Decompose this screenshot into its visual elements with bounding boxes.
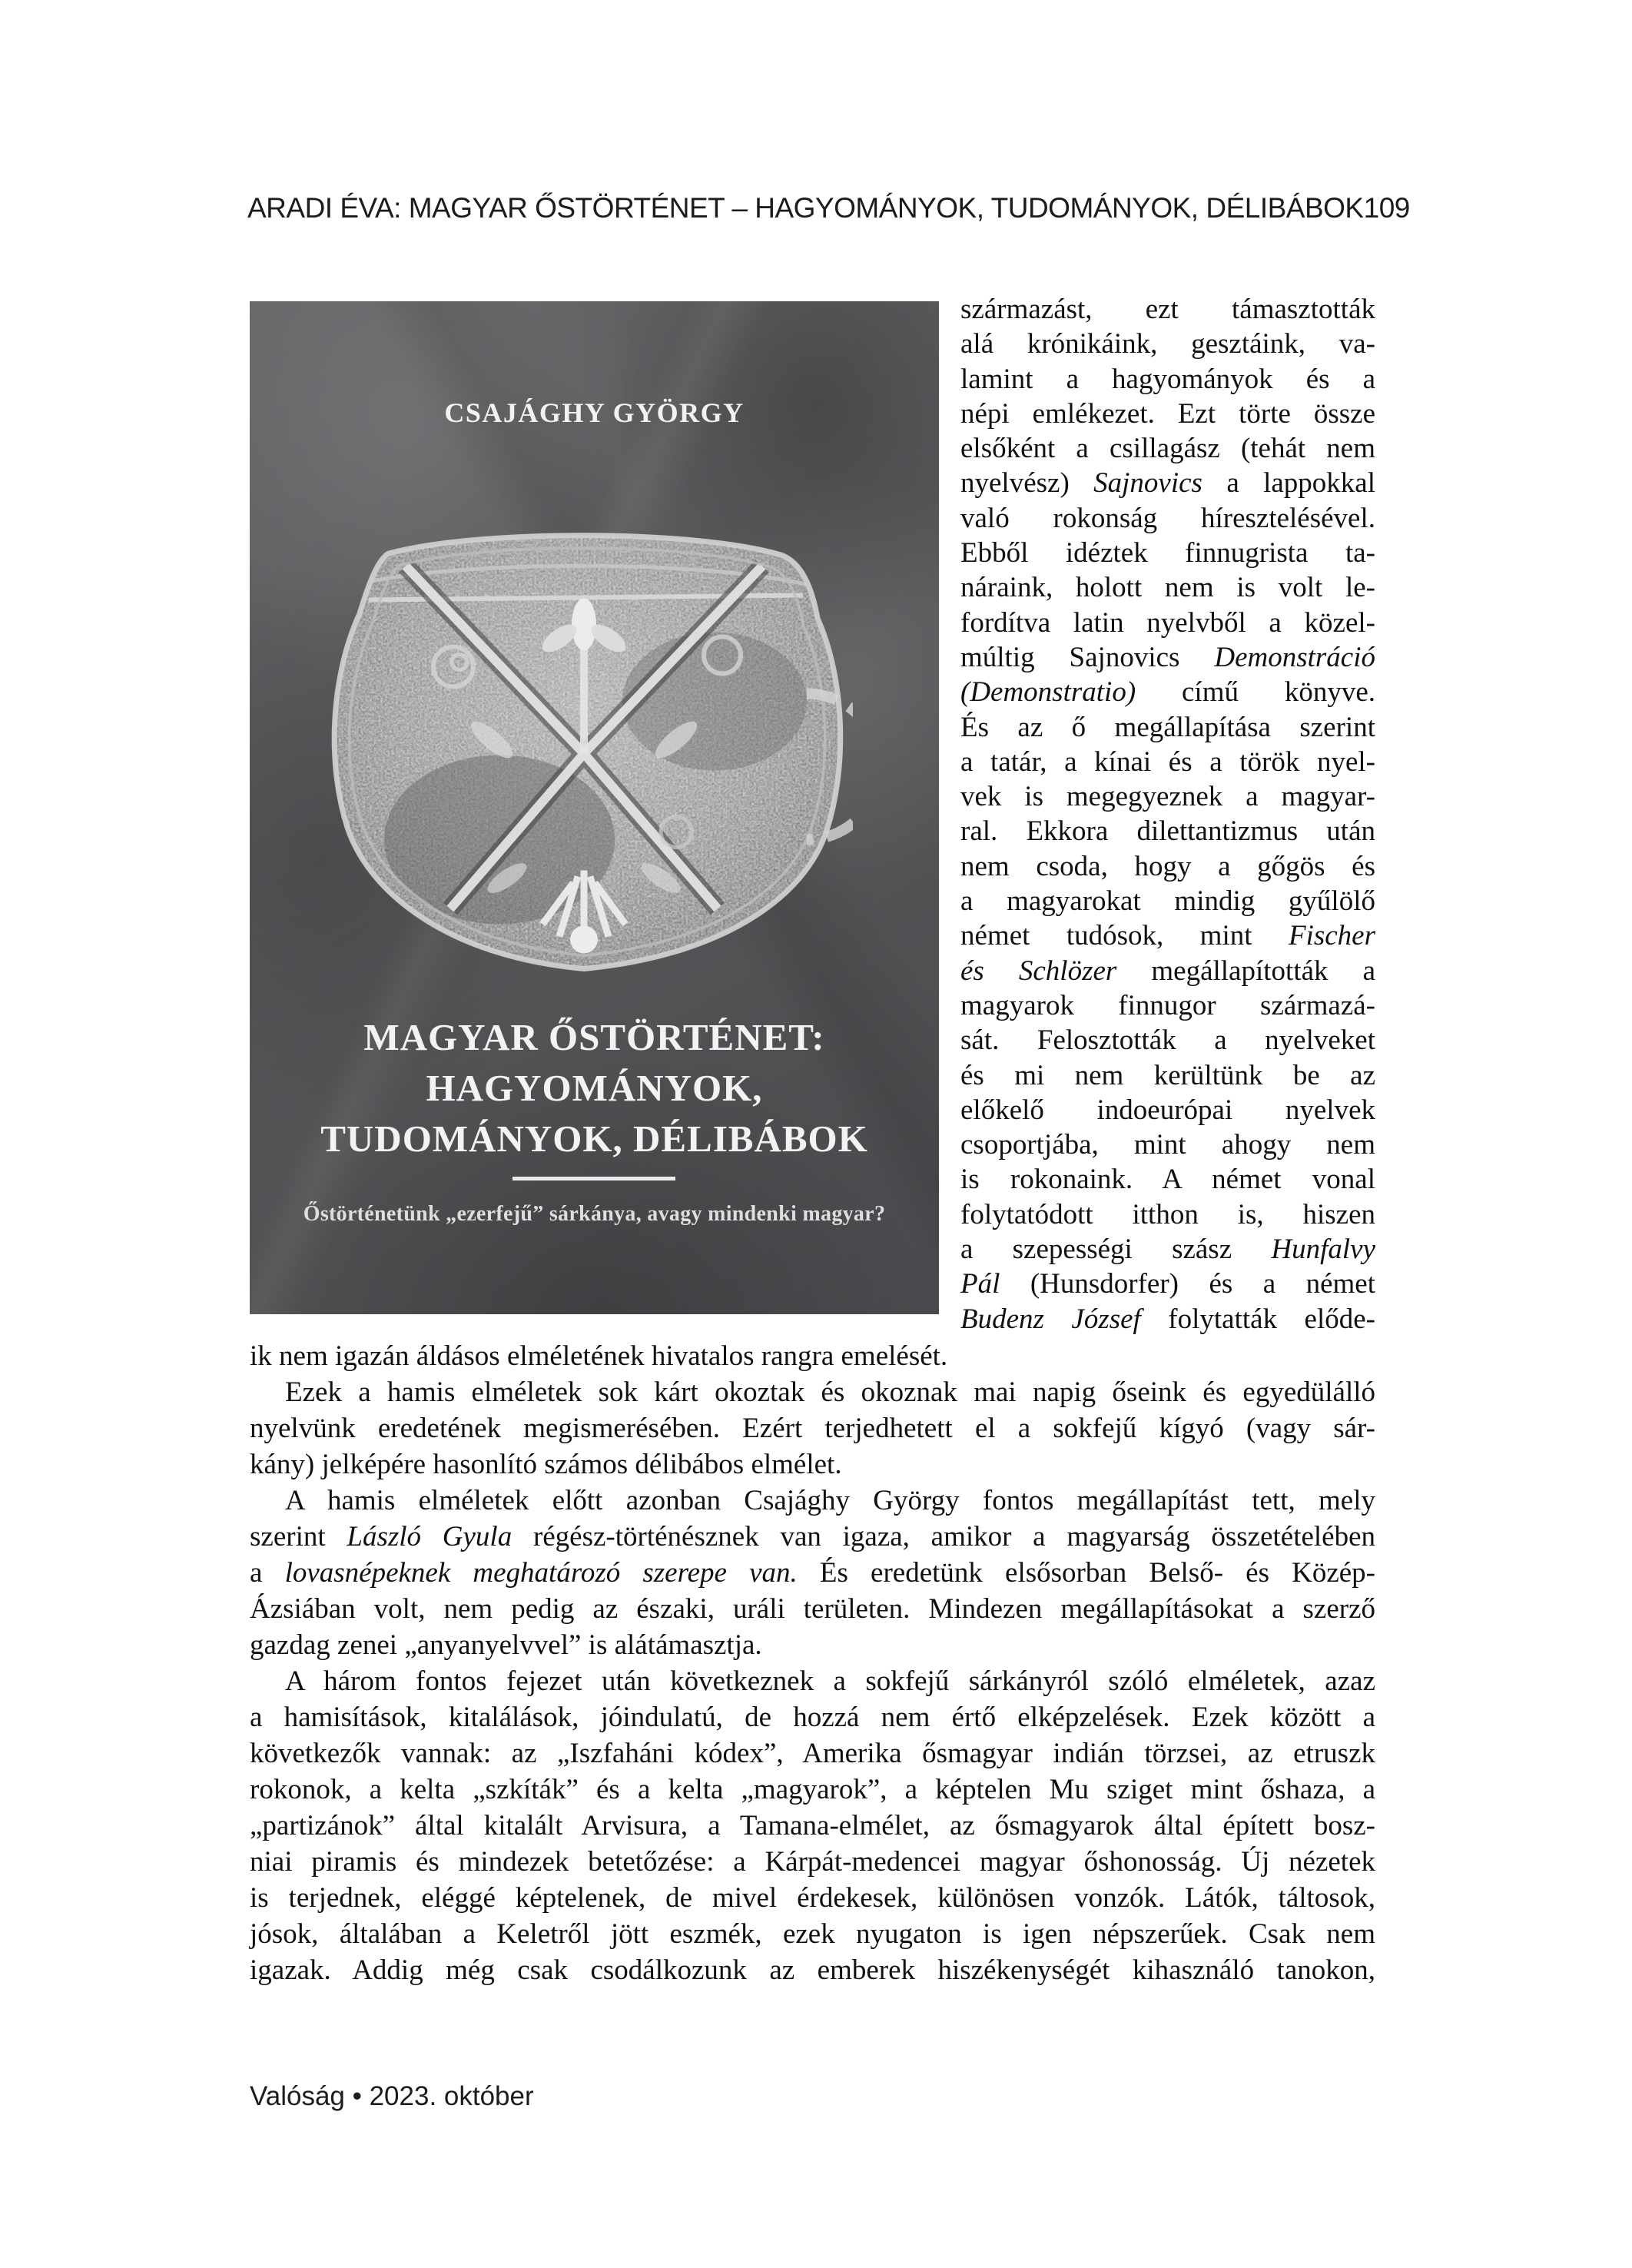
text-line: igazak. Addig még csak csodálkozunk az emberek hiszékenységét kihasználó tanokon, [250, 1954, 1375, 1986]
text-line: csoportjába, mint ahogy nem [960, 1129, 1375, 1161]
text-line: alá krónikáink, gesztáink, va- [960, 328, 1375, 360]
text-line: nem csoda, hogy a gőgös és [960, 850, 1375, 882]
text-line: és Schlözer megállapították a [960, 955, 1375, 987]
text-line: népi emlékezet. Ezt törte össze [960, 397, 1375, 430]
text-line: nyelvész) Sajnovics a lappokkal [960, 467, 1375, 500]
journal-footer: Valóság • 2023. október [250, 2081, 534, 2111]
review-body [250, 1338, 1375, 1988]
text-line: És az ő megállapítása szerint [960, 711, 1375, 743]
text-line: kány) jelképére hasonlító számos délibábos elmélet. [250, 1449, 842, 1480]
text-line: gazdag zenei „anyanyelvvel” is alátámasztja. [250, 1629, 762, 1661]
text-line: a hamisítások, kitalálások, jóindulatú, de hozzá nem értő elképzelések. Ezek között a [250, 1702, 1375, 1733]
text-line: niai piramis és mindezek betetőzése: a Kárpát-medencei magyar őshonosság. Új nézetek [250, 1846, 1375, 1878]
text-line: Ezek a hamis elméletek sok kárt okoztak és okoznak mai napig őseink és egyedülálló [285, 1376, 1375, 1408]
text-line: előkelő indoeurópai nyelvek [960, 1094, 1375, 1126]
cover-author: CSAJÁGHY GYÖRGY [444, 397, 745, 428]
text-line: ral. Ekkora dilettantizmus után [960, 815, 1375, 848]
cover-divider-rule [512, 1177, 675, 1180]
review-column [960, 292, 1375, 1337]
text-line: is rokonaink. A német vonal [960, 1164, 1375, 1196]
text-line: múltig Sajnovics Demonstráció [960, 641, 1375, 673]
cover-title-line: TUDOMÁNYOK, DÉLIBÁBOK [320, 1117, 868, 1160]
book-cover [250, 301, 939, 1314]
text-line: elsőként a csillagász (tehát nem [960, 433, 1375, 465]
text-line: a lovasnépeknek meghatározó szerepe van. És eredetünk elsősorban Belső- és Közép- [250, 1557, 1375, 1589]
text-line: és mi nem kerültünk be az [960, 1059, 1375, 1091]
text-line: Ebből idéztek finnugrista ta- [960, 537, 1375, 569]
text-line: a szepességi szász Hunfalvy [960, 1234, 1375, 1266]
text-line: „partizánok” által kitalált Arvisura, a Tamana-elmélet, az ősmagyarok által épített bosz- [250, 1810, 1375, 1841]
text-line: következők vannak: az „Iszfaháni kódex”, Amerika ősmagyar indián törzsei, az etruszk [250, 1738, 1375, 1769]
text-line: a tatár, a kínai és a török nyel- [960, 745, 1375, 778]
text-line: Pál (Hunsdorfer) és a német [960, 1268, 1375, 1300]
text-line: a magyarokat mindig gyűlölő [960, 885, 1375, 918]
text-line: jósok, általában a Keletről jött eszmék, ezek nyugaton is igen népszerűek. Csak nem [250, 1918, 1375, 1950]
running-header-text: ARADI ÉVA: MAGYAR ŐSTÖRTÉNET – HAGYOMÁNYOK, TUDOMÁNYOK, DÉLIBÁBOK [247, 192, 1364, 224]
running-header [247, 192, 1410, 224]
text-line: ik nem igazán áldásos elméletének hivatalos rangra emelését. [250, 1340, 948, 1372]
text-line: is terjednek, eléggé képtelenek, de mivel érdekesek, különösen vonzók. Látók, táltosok, [250, 1882, 1375, 1914]
cover-title-line: HAGYOMÁNYOK, [426, 1067, 763, 1109]
text-line: rokonok, a kelta „szkíták” és a kelta „magyarok”, a képtelen Mu sziget mint őshaza, a [250, 1774, 1375, 1805]
text-line: szerint László Gyula régész-történésznek van igaza, amikor a magyarság összetételében [250, 1521, 1376, 1552]
text-line: sát. Felosztották a nyelveket [960, 1024, 1375, 1057]
text-line: A három fontos fejezet után következnek a sokfejű sárkányról szóló elméletek, azaz [285, 1665, 1375, 1697]
text-line: Ázsiában volt, nem pedig az északi, uráli területen. Mindezen megállapításokat a szerző [250, 1593, 1375, 1625]
sabretache-plate-illustration [315, 507, 853, 988]
text-line: magyarok finnugor származá- [960, 989, 1375, 1021]
text-line: származást, ezt támasztották [960, 294, 1375, 325]
text-line: való rokonság híresztelésével. [960, 502, 1375, 534]
text-line: náraink, holott nem is volt le- [960, 572, 1375, 604]
text-line: vek is megegyeznek a magyar- [960, 781, 1375, 813]
cover-title [250, 1012, 939, 1164]
text-line: fordítva latin nyelvből a közel- [960, 606, 1375, 639]
text-line: (Demonstratio) című könyve. [960, 676, 1375, 709]
text-line: német tudósok, mint Fischer [960, 920, 1375, 952]
text-line: lamint a hagyományok és a [960, 363, 1375, 395]
text-line: A hamis elméletek előtt azonban Csajághy György fontos megállapítást tett, mely [285, 1485, 1375, 1516]
text-line: nyelvünk eredetének megismerésében. Ezért terjedhetett el a sokfejű kígyó (vagy sár- [250, 1413, 1375, 1444]
text-line: folytatódott itthon is, hiszen [960, 1198, 1375, 1230]
page-number: 109 [1363, 192, 1410, 224]
text-line: Budenz József folytatták előde- [960, 1303, 1375, 1335]
cover-subtitle: Őstörténetünk „ezerfejű” sárkánya, avagy mindenki magyar? [303, 1202, 886, 1226]
cover-title-line: MAGYAR ŐSTÖRTÉNET: [363, 1016, 825, 1058]
